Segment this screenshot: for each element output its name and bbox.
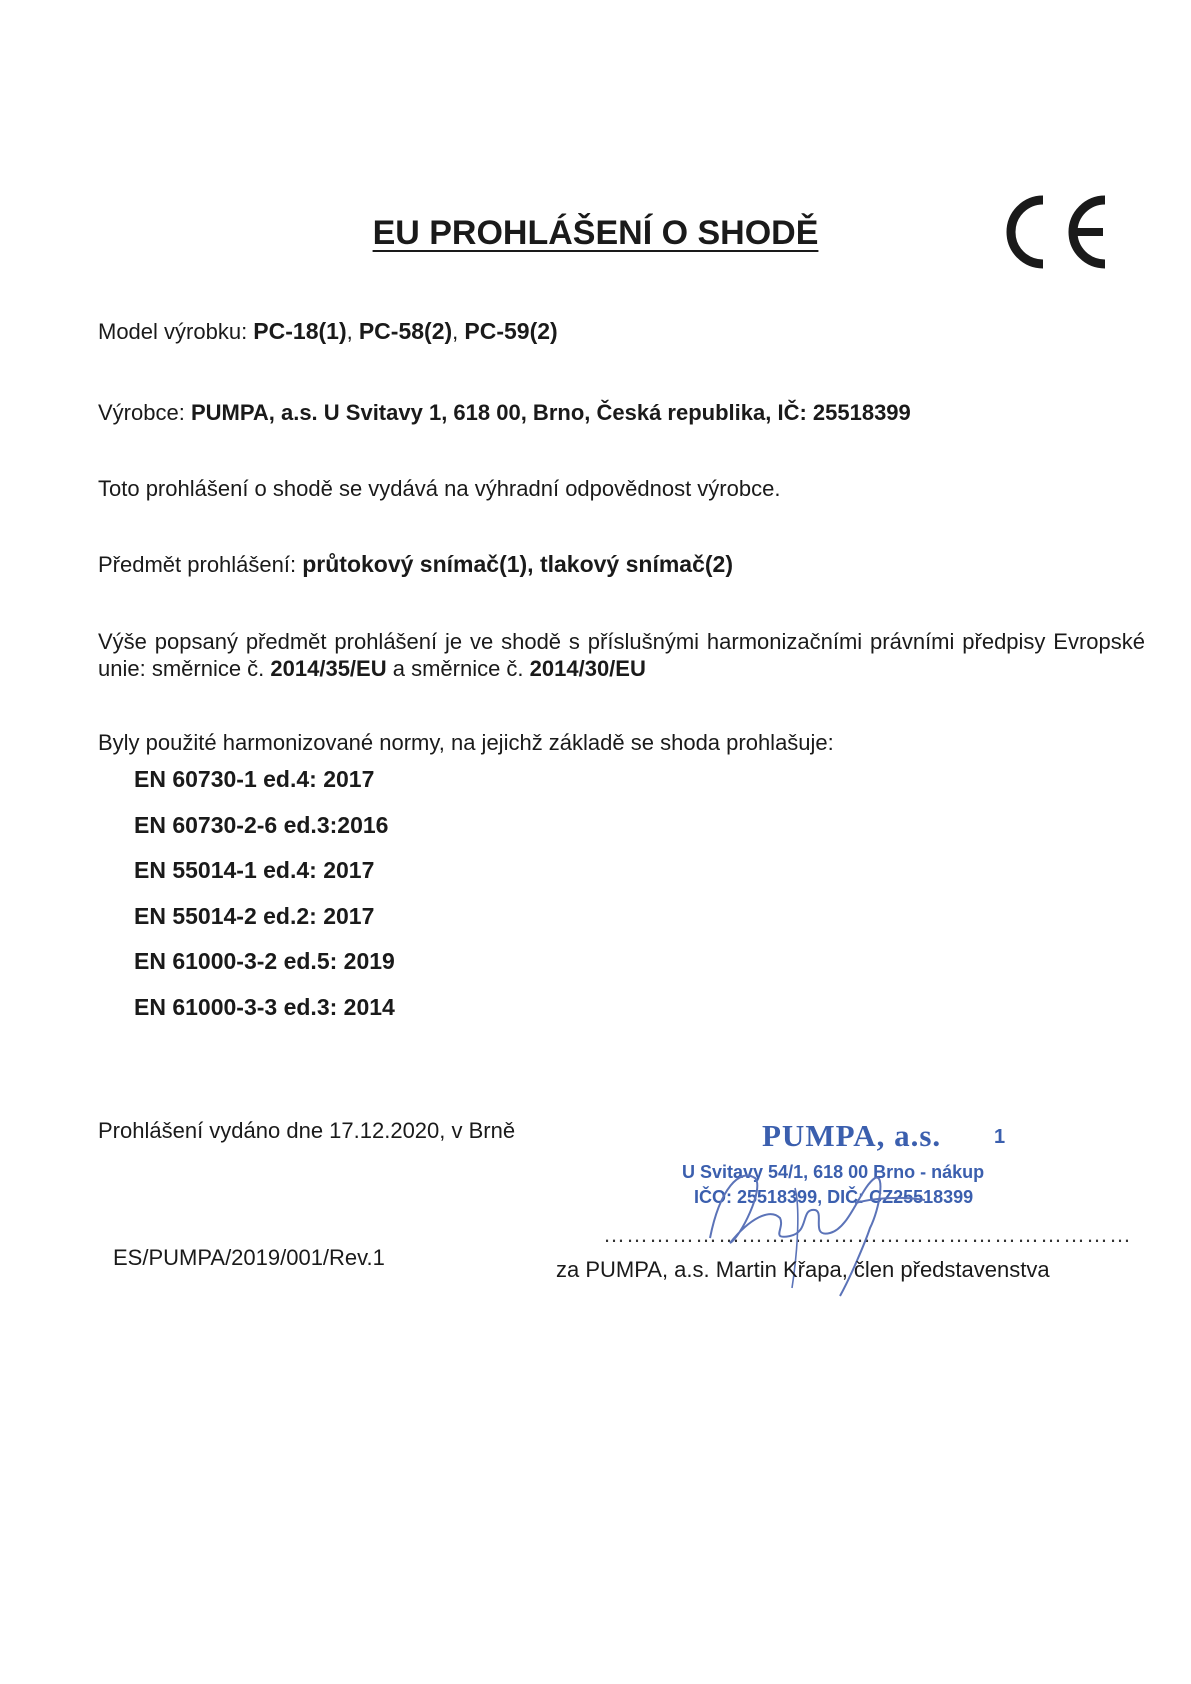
model-value-2: PC-58(2) [358, 318, 453, 344]
directive-1: 2014/35/EU [270, 656, 387, 681]
standard-item: EN 55014-2 ed.2: 2017 [134, 902, 375, 929]
manufacturer-value: PUMPA, a.s. U Svitavy 1, 618 00, Brno, Česká republika, IČ: 25518399 [190, 400, 911, 425]
stamp-ids: IČO: 25518399, DIČ: CZ25518399 [694, 1187, 974, 1207]
conformity-text: a směrnice č. [386, 656, 530, 681]
conformity-text: Výše popsaný předmět prohlášení je ve shodě s příslušnými harmonizačními právními předpisy Evropské unie: směrnice č. [98, 629, 1145, 681]
stamp-number: 1 [994, 1126, 1006, 1148]
subject-line [98, 551, 733, 578]
signer-name: za PUMPA, a.s. Martin Křapa, člen představenstva [556, 1257, 1050, 1282]
model-label: Model výrobku: [98, 319, 254, 344]
subject-label: Předmět prohlášení: [98, 552, 303, 577]
stamp-company: PUMPA, a.s. [762, 1118, 942, 1153]
manufacturer-line [98, 400, 911, 426]
signature-line: …………………………………………………………… [603, 1222, 1132, 1247]
responsibility-statement: Toto prohlášení o shodě se vydává na výhradní odpovědnost výrobce. [98, 476, 781, 501]
standard-item: EN 60730-2-6 ed.3:2016 [134, 811, 389, 838]
directive-2: 2014/30/EU [529, 656, 646, 681]
stamp-address: U Svitavy 54/1, 618 00 Brno - nákup [682, 1162, 985, 1182]
document-title: EU PROHLÁŠENÍ O SHODĚ [372, 214, 819, 252]
subject-value: průtokový snímač(1), tlakový snímač(2) [302, 551, 733, 577]
document-id: ES/PUMPA/2019/001/Rev.1 [113, 1245, 385, 1270]
manufacturer-label: Výrobce: [98, 400, 191, 425]
model-value-3: PC-59(2) [464, 318, 558, 344]
issue-date: Prohlášení vydáno dne 17.12.2020, v Brně [98, 1118, 516, 1143]
standards-intro: Byly použité harmonizované normy, na jejichž základě se shoda prohlašuje: [98, 730, 834, 755]
standard-item: EN 61000-3-3 ed.3: 2014 [134, 993, 395, 1020]
model-value-1: PC-18(1) [253, 318, 347, 344]
standard-item: EN 61000-3-2 ed.5: 2019 [134, 948, 395, 975]
standard-item: EN 55014-1 ed.4: 2017 [134, 857, 375, 884]
model-separator: , [346, 319, 359, 344]
ce-mark-icon [1003, 192, 1113, 272]
model-separator: , [452, 319, 465, 344]
model-line [98, 318, 558, 345]
standard-item: EN 60730-1 ed.4: 2017 [134, 766, 375, 792]
conformity-statement [98, 628, 1145, 682]
standards-list [134, 766, 395, 1040]
